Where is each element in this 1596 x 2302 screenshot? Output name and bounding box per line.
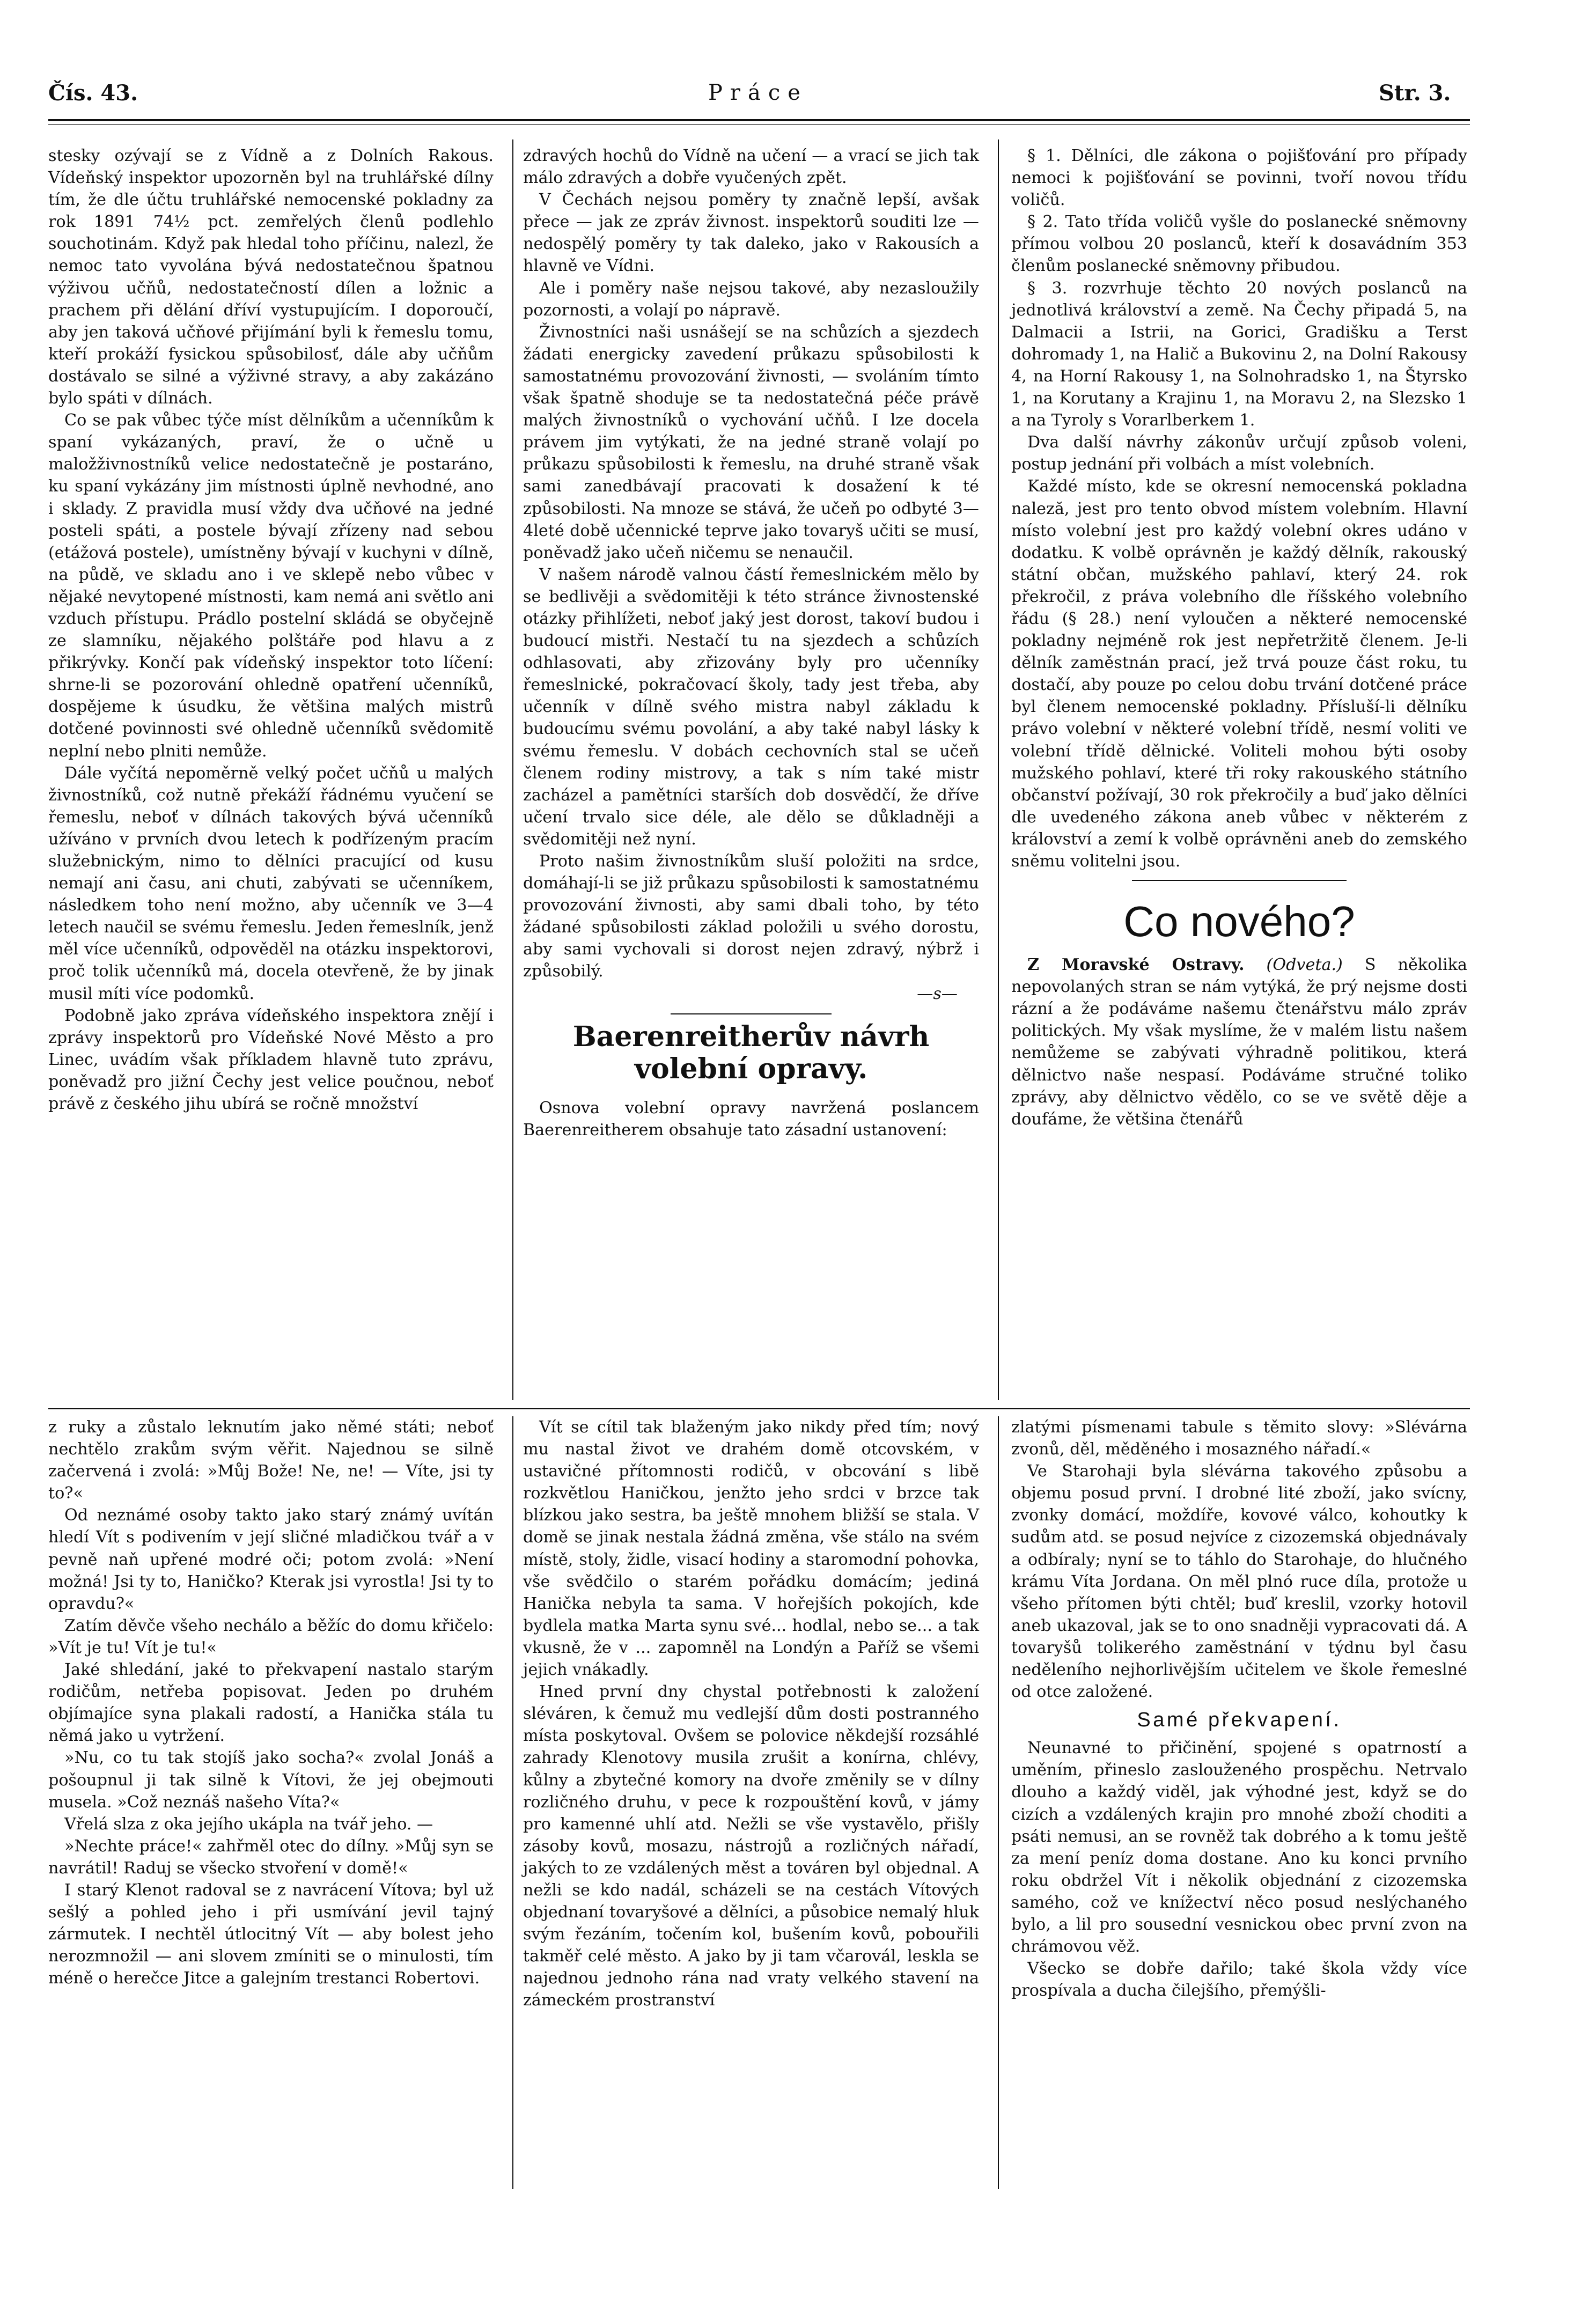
paragraph: stesky ozývají se z Vídně a z Dolních Rakous. Vídeňský inspektor upozorněn byl na truhlářské dílny tím, že dle účtu truhlářské nemocenské pokladny za rok 1891 74½ pct. zemřelých členů podlehlo souchotinám. Když pak hledal toho příčinu, nalezl, že nemoc tato vyvolána bývá nedostatečnou špatnou výživou učňů, nedostatečností dílen a ložnic a prachem při dělání dříví vystupujícím. I doporoučí, aby jen taková učňové přijímání byli k řemeslu tomu, kteří prokáží fysickou spůsobilosť, dále aby učňům dostávalo se silné a výživné stravy, a aby zakázáno bylo spáti v dílnách. <box>48 146 494 408</box>
paragraph: Každé místo, kde se okresní nemocenská pokladna naleză, jest pro tento obvod místem volebním. Hlavní místo volební jest pro každý volební okres udáno v dodatku. K volbě oprávněn je každý dělník, rakouský státní občan, mužského pahlaví, který 24. rok překročil, z práva volebního dle říšského volebního řádu (§ 28.) není vyloučen a některé nemocenské pokladny nejméně rok jest nepřetržitě členem. Je-li dělník zaměstnán prací, jež trvá pouze část roku, tu dostačí, aby pouze po celou dobu trvání dotčené práce byl členem nemocenské pokladny. Přísluší-li dělníku právo volební v některé volební třídě, nesmí voliti ve volební třídě dělnické. Voliteli mohou býti osoby mužského pohlaví, které tři roky rakouského státního občanství požívají, 30 rok překročily a buď jako dělníci dle uvedeného zákona aneb vůbec v některém z království a zemí k volbě oprávněni aneb do zemského sněmu volitelni jsou. <box>1011 477 1467 871</box>
paragraph: zlatými písmenami tabule s těmito slovy: »Slévárna zvonů, děl, měděného i mosazného nářadí.« <box>1011 1418 1467 1459</box>
paragraph: I starý Klenot radoval se z navrácení Vítova; byl už sešlý a pohled jeho i při usmívání jevil tajný zármutek. I nechtěl útlocitný Vít — aby bolest jeho nerozmnožil — ani slovem zmíniti se o minulosti, tím méně o herečce Jitce a galejním trestanci Robertovi. <box>48 1880 494 1988</box>
article-title: Baerenreitherův návrh volební opravy. <box>572 1020 930 1085</box>
paragraph: Ale i poměry naše nejsou takové, aby nezasloužily pozornosti, a volají po nápravě. <box>523 278 979 320</box>
paragraph: Proto našim živnostníkům sluší položiti na srdce, domáhají-li se již průkazu spůsobilosti k samostatnému provozování živnosti, aby sami dbali toho, by této žádané spůsobilosti základ položili u svého dorostu, aby sami vychovali si dorost nejen zdravý, nýbrž i způsobilý. <box>523 852 979 981</box>
section-title: Co nového? <box>1123 898 1355 946</box>
chapter-subtitle: Samé překvapení. <box>1137 1709 1342 1732</box>
paragraph: § 3. rozvrhuje těchto 20 nových poslanců na jednotlivá království a země. Na Čechy připadá 5, na Dalmacii a Istrii, na Gorici, Gradišku a Terst dohromady 1, na Halič a Bukovinu 2, na Dolní Rakousy 4, na Horní Rakousy 1, na Solnohradsko 1, na Štyrsko 1, na Korutany a Krajinu 1, na Moravu 2, na Slezsko 1 a na Tyroly s Vorarlberkem 1. <box>1011 278 1467 430</box>
lower-column-1 <box>48 1416 494 1989</box>
paragraph: z ruky a zůstalo leknutím jako němé státi; neboť nechtělo zrakům svým věřit. Najednou se silně začervená i zvolá: »Můj Bože! Ne, ne! — Víte, jsi ty to?« <box>48 1418 494 1503</box>
article-separator <box>671 1013 832 1014</box>
paragraph: Podobně jako zpráva vídeňského inspektora znějí i zprávy inspektorů pro Vídeňské Nové Město a pro Linec, uvádím však příkladem hlavně tuto zprávu, poněvadž pro jižní Čechy jest velice poučnou, neboť právě z českého jihu ubírá se ročně množství <box>48 1006 494 1114</box>
paragraph: Všecko se dobře dařilo; také škola vždy více prospívala a ducha čilejšího, přemýšli- <box>1011 1959 1467 2001</box>
paragraph: Dále vyčítá nepoměrně velký počet učňů u malých živnostníků, což nutně překáží řádnému vyučení se řemeslu, neboť v dílnách takových bývá učenníků užíváno v prvních dvou letech k podřízeným pracím služebnickým, nimo to dělníci pracující od kusu nemají ani času, ani chuti, zabývati se učenníkem, následkem toho není možno, aby učenník ve 3—4 letech naučil se svému řemeslu. Jeden řemeslník, jenž měl více učenníků, odpověděl na otázku inspektorovi, proč tolik učenníků má, docela otevřeně, že by jinak musil míti více podomků. <box>48 763 494 1003</box>
paragraph: Ve Starohaji byla slévárna takového způsobu a objemu posud první. I drobné lité zboží, jako svícny, zvonky domácí, moždíře, kovové válco, kohoutky k sudům atd. se posud nejvíce z cizozemská objednávaly a odbíraly; nyní se to táhlo do Starohaje, do hlučného krámu Víta Jordana. On měl plnó ruce díla, protože u všeho přítomen býti chtěl; buď kreslil, vzorky hotovil aneb ukazoval, jak se to ono snadněji vypracovati dá. A tovaryšů tolikerého zaměstnání v týdnu byl času neděleního nejhorlivějším učitelem ve škole řemeslné od otce založené. <box>1011 1462 1467 1702</box>
paragraph: Zatím děvče všeho nechálo a běžíc do domu křičelo: »Vít je tu! Vít je tu!« <box>48 1616 494 1657</box>
paragraph: § 2. Tato třída voličů vyšle do poslanecké sněmovny přímou volbou 20 poslanců, kteří k dosavádním 353 členům poslanecké sněmovny přibudou. <box>1011 212 1467 276</box>
feuilleton-rule <box>48 1408 1470 1409</box>
page-number: Str. 3. <box>1379 80 1451 106</box>
header-rule <box>48 119 1470 121</box>
paragraph: V Čechách nejsou poměry ty značně lepší, avšak přece — jak ze zpráv živnost. inspektorů souditi lze — nedospělý poměry ty tak daleko, jako v Rakousích a hlavně ve Vídni. <box>523 190 979 276</box>
paragraph: Od neznámé osoby takto jako starý známý uvítán hledí Vít s podivením v její sličné mladičkou tvář a v pevně naň upřené modré oči; potom zvolá: »Není možná! Jsi ty to, Haničko? Kterak jsi vyrostla! Jsi ty to opravdu?« <box>48 1506 494 1613</box>
paragraph: Hned první dny chystal potřebnosti k založení sléváren, k čemuž mu vedlejší dům dosti postranného místa poskytoval. Ovšem se polovice někdejší rozsáhlé zahrady Klenotovy musila zrušit a konírna, chlévy, kůlny a zbytečné komory na dvoře změnily se v dílny rozličného druhu, v pece k rozpouštění kovů, v jámy pro kamenné uhlí atd. Nežli se vše vystavělo, přišly zásoby kovů, mosazu, nástrojů a rozličných nářadí, jakých to ze vzdálených měst a továren byl objednal. A nežli se kdo nadál, scházeli se na cestách Vítových objednaní tovaryšové a dělníci, a působice nemalý hluk svým řezáním, točením kol, bušením kovů, pobouřili takměř celé město. A jako by ji tam včarovál, leskla se najednou jednoho rána nad vraty velkého stavení na zámeckém prostranství <box>523 1682 979 2010</box>
paragraph: Neunavné to přičinění, spojené s opatrností a uměním, přineslo zaslouženého prospěchu. Netrvalo dlouho a každý viděl, jak výhodné jest, když se do cizích a vzdálených krajin pro mnohé zboží choditi a psáti nemusi, an se rovněž tak dobrého a k tomu ještě za mení peníz doma dostane. Ano ku konci prvního roku obdržel Vít i několik objednání z cizozemska samého, což ve knížectví něco posud neslýchaného bylo, a lil pro sousední vesnickou obec první zvon na chrámovou věž. <box>1011 1739 1467 1957</box>
news-text: S několika nepovolaných stran se nám vytýká, že prý nejsme dosti rázní a že podáváme našemu čtenářstvu málo zpráv politických. My však myslíme, že v malém listu našem nemůžeme se zabývati výhradně politikou, která dělnictvo naše nespasí. Podáváme stručné toliko zprávy, aby dělnictvo vědělo, co se ve světě děje a doufáme, že většina čtenářů <box>1011 955 1467 1129</box>
lower-column-2 <box>523 1416 979 2012</box>
upper-column-2 <box>523 145 979 1141</box>
paragraph: »Nechte práce!« zahřměl otec do dílny. »Můj syn se navrátil! Raduj se všecko stvoření v domě!« <box>48 1836 494 1878</box>
lower-column-3 <box>1011 1416 1467 2002</box>
news-location: Z Moravské Ostravy. <box>1027 955 1245 975</box>
paragraph: Vít se cítil tak blaženým jako nikdy před tím; nový mu nastal život ve drahém domě otcovském, v ustavičné přítomnosti rodičů, v obcování s libě rozkvětlou Haničkou, jenžto jeho srdci v brzce tak blízkou jako sestra, ba ještě mnohem bližší se stala. V domě se jinak nestala žádná změna, vše stálo na svém místě, stoly, židle, visací hodiny a staromodní pohovka, vše svědčilo o starém pořádku domácím; jediná Hanička nebyla ta sama. V hořejších pokojích, kde bydlela matka Marta synu své... hodlal, nebo se... a tak vkusně, že v ... zapomněl na Londýn a Paříž se všemi jejich vnákadly. <box>523 1418 979 1680</box>
news-note: (Odveta.) <box>1266 955 1343 975</box>
newspaper-title: Práce <box>708 80 808 105</box>
section-separator <box>1132 880 1347 881</box>
paragraph: Jaké shledání, jaké to překvapení nastalo starým rodičům, netřeba popisovat. Jeden po druhém objímajíce syna plakali radostí, a Hanička stála tu němá jako u vytržení. <box>48 1660 494 1746</box>
column-divider <box>512 139 513 1400</box>
page-header <box>48 80 1465 113</box>
paragraph: zdravých hochů do Vídně na učení — a vrací se jich tak málo zdravých a dobře vyučených zpět. <box>523 146 979 188</box>
paragraph: Dva další návrhy zákonův určují způsob voleni, postup jednání při volbách a míst volebních. <box>1011 433 1467 474</box>
paragraph: Osnova volební opravy navržená poslancem Baerenreitherem obsahuje tato zásadní ustanovení: <box>523 1098 979 1139</box>
paragraph: Vřelá slza z oka jejího ukápla na tvář jeho. — <box>64 1814 433 1834</box>
upper-column-3 <box>1011 145 1467 1130</box>
paragraph: Živnostníci naši usnášejí se na schůzích a sjezdech žádati energicky zavedení průkazu spůsobilosti k samostatnému provozování živnosti, — svoláním tímto však špatně shoduje se ta nedostatečná péče právě malých živnostníků o vychování učňů. I lze docela právem jim vytýkati, že na jedné straně volají po průkazu spůsobilosti k řemeslu, na druhé straně však sami zanedbávají pracovati k dosažení k té způsobilosti. Na mnoze se stává, že učeň po odbyté 3—4leté době učennické teprve jako tovaryš učiti se musí, poněvadž jako učeň ničemu se nenaučil. <box>523 322 979 562</box>
column-divider <box>512 1416 513 2189</box>
paragraph: Co se pak vůbec týče míst dělníkům a učenníkům k spaní vykázaných, praví, že o učně u maložživnostníků velice nedostatečně je postaráno, ku spaní vykázány jim místnosti úplně nevhodné, ano i sklady. Z pravidla musí vždy dva učňové na jedné posteli spáti, a postele bývají zřízeny nad sebou (etážová postele), umístněny bývají v kuchyni v dílně, na půdě, ve skladu ano i ve sklepě nebo vůbec v nějaké nevytopené místnosti, kam nemá ani světlo ani vzduch přístupu. Prádlo postelní skládá se obyčejně ze slamníku, nějakého polštáře pod hlavu a z přikrývky. Končí pak vídeňský inspektor toto líčení: shrne-li se pozorování ohledně opatření učenníků, dospějeme k úsudku, že většina malých mistrů dotčené povinnosti své ohledně učenníků svědomitě neplní nebo plniti nemůže. <box>48 411 494 761</box>
upper-column-1 <box>48 145 494 1115</box>
issue-number: Čís. 43. <box>48 80 138 106</box>
column-divider <box>998 139 999 1400</box>
author-signature: —s— <box>917 984 958 1003</box>
paragraph: § 1. Dělníci, dle zákona o pojišťování pro případy nemoci k pojišťování se povinni, tvoří novou třídu voličů. <box>1011 146 1467 210</box>
paragraph: »Nu, co tu tak stojíš jako socha?« zvolal Jonáš a pošoupnul ji tak silně k Vítovi, že jej obejmouti musela. »Což neznáš našeho Víta?« <box>48 1748 494 1812</box>
column-divider <box>998 1416 999 2189</box>
header-rule-thin <box>48 124 1470 125</box>
paragraph: V našem národě valnou částí řemeslnickém mělo by se bedlivěji a svědomitěji k této stránce živnostenské otázky přihlížeti, neboť jaký jest dorost, takoví budou i budoucí mistři. Nestačí tu na sjezdech a schůzích odhlasovati, aby zřizovány byly pro učenníky řemeslnické, pokračovací školy, tady jest třeba, aby učenník v dílně svého mistra nabyl základu k budoucímu svému povolání, a aby také nabyl lásky k svému řemeslu. V dobách cechovních stal se učeň členem rodiny mistrovy, a tak s ním také mistr zacházel a pamětníci starších dob dosvědčí, že dříve učení trvalo sice déle, ale dělo se důkladněji a svědomitěji než nyní. <box>523 565 979 849</box>
